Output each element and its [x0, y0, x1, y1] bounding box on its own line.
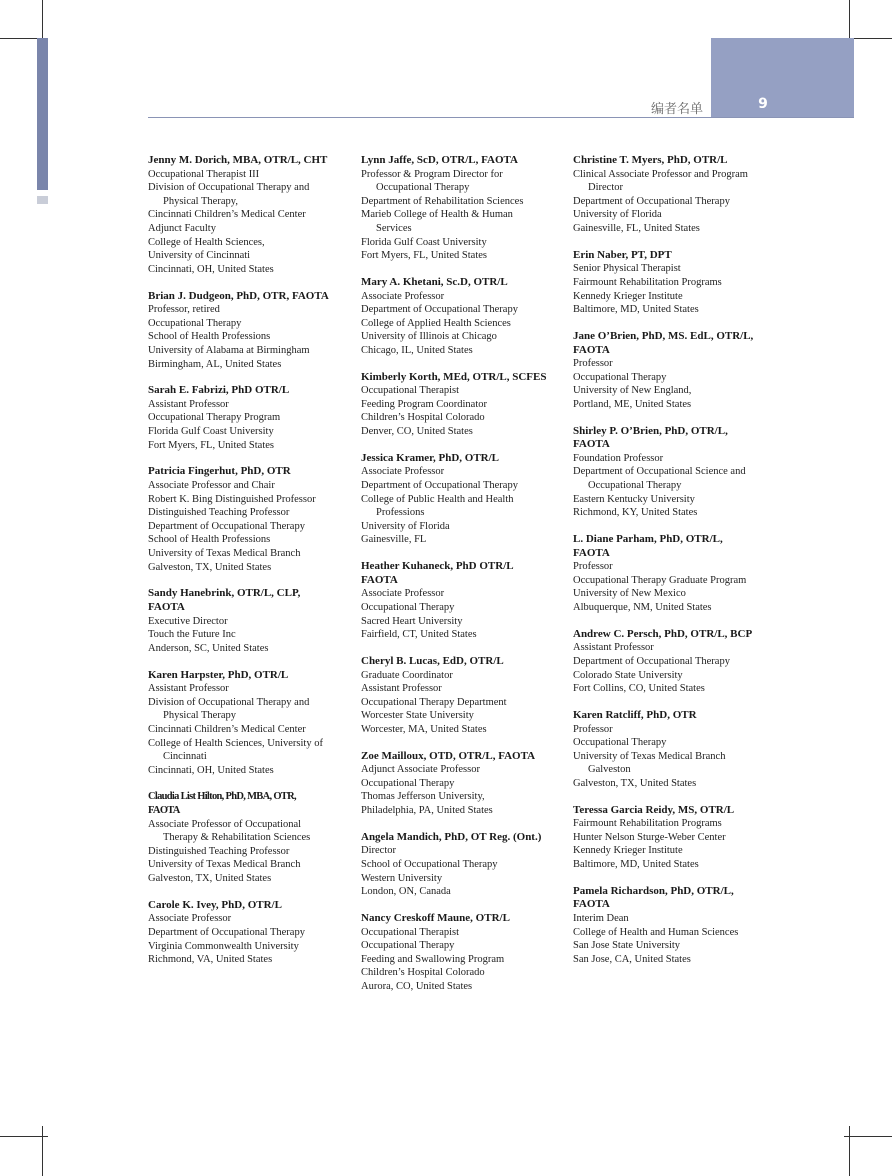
contributor-entry: [573, 249, 773, 317]
contributor-name-line: Jenny M. Dorich, MBA, OTR/L, CHT: [148, 154, 328, 166]
affiliation-line: Gainesville, FL, United States: [573, 222, 700, 234]
affiliation-line: Cincinnati, OH, United States: [148, 764, 274, 776]
affiliation-line: Executive Director: [148, 615, 228, 627]
contributor-name-line: Karen Ratcliff, PhD, OTR: [573, 708, 697, 721]
affiliation-line: Foundation Professor: [573, 452, 664, 464]
affiliation-line: College of Health Sciences,: [148, 236, 265, 248]
sidebar-accent-bar: [37, 38, 48, 190]
affiliation-line: Aurora, CO, United States: [361, 980, 473, 992]
affiliation-line: Clinical Associate Professor and Program: [573, 168, 748, 180]
contributor-entry: [573, 154, 773, 236]
affiliation-line: University of Florida: [361, 520, 450, 532]
contributor-name-line: FAOTA: [573, 343, 610, 356]
affiliation-line: University of Florida: [573, 209, 662, 221]
contributor-name-line: Brian J. Dudgeon, PhD, OTR, FAOTA: [148, 289, 329, 302]
contributor-name-line: Mary A. Khetani, Sc.D, OTR/L: [361, 275, 508, 288]
contributor-entry: [148, 290, 346, 372]
crop-mark: [0, 1136, 48, 1137]
affiliation-line: Senior Physical Therapist: [573, 263, 681, 275]
affiliation-line: Richmond, KY, United States: [573, 507, 698, 519]
affiliation-line: Touch the Future Inc: [148, 629, 236, 641]
affiliation-line: Denver, CO, United States: [361, 426, 473, 438]
affiliation-line: Distinguished Teaching Professor: [148, 507, 290, 519]
contributor-entry: [361, 750, 559, 818]
contributor-name-line: L. Diane Parham, PhD, OTR/L,: [573, 533, 723, 545]
affiliation-line: Director: [588, 182, 623, 194]
affiliation-line: University of Illinois at Chicago: [361, 331, 497, 343]
affiliation-line: Therapy & Rehabilitation Sciences: [163, 832, 311, 844]
contributor-entry: [361, 912, 559, 994]
contributor-name-line: Karen Harpster, PhD, OTR/L: [148, 668, 289, 681]
contributor-name-line: Lynn Jaffe, ScD, OTR/L, FAOTA: [361, 154, 518, 166]
affiliation-line: Occupational Therapy: [573, 737, 667, 749]
contributor-name: [573, 249, 773, 263]
affiliation-line: Colorado State University: [573, 669, 683, 681]
affiliation-line: Services: [376, 222, 412, 234]
affiliation-line: Worcester, MA, United States: [361, 723, 487, 735]
contributor-name: [361, 452, 559, 466]
affiliation-line: Occupational Therapy: [148, 317, 242, 329]
contributor-name-line: Jessica Kramer, PhD, OTR/L: [361, 451, 499, 464]
section-title: 编者名单: [650, 102, 703, 117]
affiliation-line: Albuquerque, NM, United States: [573, 601, 712, 613]
crop-mark: [849, 1126, 850, 1176]
affiliation-line: University of Texas Medical Branch: [148, 548, 301, 559]
affiliation-line: Fort Myers, FL, United States: [361, 250, 487, 262]
affiliation-line: San Jose, CA, United States: [573, 953, 691, 965]
contributor-name: [361, 912, 559, 926]
affiliation-line: Virginia Commonwealth University: [148, 940, 299, 952]
affiliation-line: School of Occupational Therapy: [361, 859, 498, 871]
contributor-name: [573, 330, 773, 357]
contributor-entry: [573, 804, 773, 872]
affiliation-line: Distinguished Teaching Professor: [148, 845, 290, 857]
affiliation-line: Richmond, VA, United States: [148, 954, 273, 966]
affiliation-line: Division of Occupational Therapy and: [148, 696, 310, 708]
contributor-name-line: Andrew C. Persch, PhD, OTR/L, BCP: [573, 627, 753, 640]
header-rule: [148, 117, 854, 118]
contributor-entry: [361, 452, 559, 547]
contributor-name: [148, 290, 346, 304]
affiliation-line: Fairmount Rehabilitation Programs: [573, 818, 722, 830]
contributor-name-line: Zoe Mailloux, OTD, OTR/L, FAOTA: [361, 749, 536, 762]
affiliation-line: University of New England,: [573, 385, 692, 397]
contributor-name: [148, 384, 346, 398]
affiliation-line: Department of Occupational Therapy: [361, 480, 518, 492]
affiliation-line: College of Public Health and Health: [361, 493, 514, 505]
affiliation-line: Occupational Therapy Graduate Program: [573, 574, 747, 586]
affiliation-line: Galveston: [588, 764, 631, 776]
affiliation-line: Feeding Program Coordinator: [361, 398, 487, 410]
contributor-entry: [573, 709, 773, 791]
contributor-name-line: Angela Mandich, PhD, OT Reg. (Ont.): [361, 830, 542, 843]
affiliation-line: Department of Occupational Therapy: [573, 195, 730, 207]
contributor-entry: [573, 533, 773, 615]
contributor-name-line: FAOTA: [361, 573, 398, 586]
contributor-name-line: Heather Kuhaneck, PhD OTR/L: [361, 560, 514, 573]
affiliation-line: Occupational Therapy: [376, 182, 470, 194]
contributor-name-line: FAOTA: [573, 438, 610, 451]
affiliation-line: Florida Gulf Coast University: [361, 236, 487, 248]
affiliation-line: Feeding and Swallowing Program: [361, 953, 505, 965]
contributor-name-line: Cheryl B. Lucas, EdD, OTR/L: [361, 654, 504, 667]
contributor-name: [573, 533, 773, 560]
contributor-name: [148, 154, 346, 168]
affiliation-line: Associate Professor of Occupational: [148, 818, 302, 830]
contributor-name-line: Shirley P. O’Brien, PhD, OTR/L,: [573, 424, 728, 437]
contributor-entry: [361, 276, 559, 358]
contributor-name: [573, 628, 773, 642]
affiliation-line: Occupational Therapy Department: [361, 696, 507, 708]
affiliation-line: Occupational Therapy: [573, 371, 667, 383]
contributor-name: [148, 899, 346, 913]
affiliation-line: Thomas Jefferson University,: [361, 791, 485, 803]
affiliation-line: College of Applied Health Sciences: [361, 317, 511, 329]
affiliation-line: Professions: [376, 507, 425, 519]
contributor-name: [148, 790, 346, 817]
affiliation-line: Galveston, TX, United States: [148, 561, 272, 573]
page-number: 9: [758, 96, 768, 112]
contributor-name-line: Jane O’Brien, PhD, MS. EdL, OTR/L,: [573, 329, 754, 342]
contributor-entry: [148, 587, 346, 655]
affiliation-line: Gainesville, FL: [361, 534, 427, 546]
contributor-entry: [361, 655, 559, 737]
affiliation-line: Associate Professor: [361, 290, 445, 302]
contributor-name-line: FAOTA: [573, 546, 610, 559]
affiliation-line: Division of Occupational Therapy and: [148, 182, 310, 194]
contributor-name-line: Sarah E. Fabrizi, PhD OTR/L: [148, 384, 290, 397]
contributor-name-line: Carole K. Ivey, PhD, OTR/L: [148, 898, 282, 911]
affiliation-line: Occupational Therapy: [588, 480, 682, 492]
contributor-name: [361, 831, 559, 845]
affiliation-line: Kennedy Krieger Institute: [573, 845, 683, 857]
affiliation-line: Associate Professor: [361, 466, 445, 478]
affiliation-line: Sacred Heart University: [361, 615, 463, 627]
affiliation-line: Robert K. Bing Distinguished Professor: [148, 493, 316, 505]
sidebar-accent-small: [37, 196, 48, 204]
contributor-name: [361, 276, 559, 290]
contributor-entry: [573, 330, 773, 412]
affiliation-line: Interim Dean: [573, 913, 629, 924]
affiliation-line: Department of Occupational Therapy: [148, 927, 305, 938]
contributor-entry: [148, 899, 346, 967]
affiliation-line: Baltimore, MD, United States: [573, 304, 699, 316]
affiliation-line: Physical Therapy: [163, 710, 236, 722]
affiliation-line: University of New Mexico: [573, 588, 686, 600]
affiliation-line: University of Cincinnati: [148, 250, 251, 262]
contributor-name: [573, 154, 773, 168]
contributor-entry: [148, 154, 346, 276]
affiliation-line: Birmingham, AL, United States: [148, 358, 282, 370]
affiliation-line: Marieb College of Health & Human: [361, 209, 513, 221]
affiliation-line: Occupational Therapist III: [148, 168, 260, 180]
affiliation-line: Adjunct Faculty: [148, 222, 216, 234]
affiliation-line: Florida Gulf Coast University: [148, 426, 274, 438]
contributor-column-3: [573, 154, 773, 980]
contributor-name: [148, 669, 346, 683]
affiliation-line: Chicago, IL, United States: [361, 344, 473, 356]
contributor-name: [148, 465, 346, 479]
affiliation-line: Worcester State University: [361, 710, 474, 722]
contributor-entry: [361, 154, 559, 263]
contributor-name: [148, 587, 346, 614]
affiliation-line: Department of Occupational Therapy: [148, 520, 305, 532]
affiliation-line: College of Health and Human Sciences: [573, 926, 739, 938]
affiliation-line: Occupational Therapist: [361, 385, 460, 397]
contributor-name: [573, 425, 773, 452]
affiliation-line: Cincinnati, OH, United States: [148, 263, 274, 275]
affiliation-line: Western University: [361, 872, 443, 884]
affiliation-line: San Jose State University: [573, 940, 681, 952]
affiliation-line: Department of Rehabilitation Sciences: [361, 195, 524, 207]
affiliation-line: University of Texas Medical Branch: [148, 859, 301, 871]
contributor-name-line: FAOTA: [148, 805, 180, 817]
affiliation-line: Graduate Coordinator: [361, 669, 453, 681]
affiliation-line: Professor, retired: [148, 304, 220, 316]
contributor-entry: [573, 425, 773, 520]
affiliation-line: Adjunct Associate Professor: [361, 764, 480, 776]
crop-mark: [844, 1136, 892, 1137]
affiliation-line: Baltimore, MD, United States: [573, 859, 699, 871]
contributor-name-line: Patricia Fingerhut, PhD, OTR: [148, 465, 291, 478]
contributor-entry: [573, 628, 773, 696]
affiliation-line: Assistant Professor: [148, 398, 229, 410]
contributor-name-line: Pamela Richardson, PhD, OTR/L,: [573, 884, 734, 897]
contributor-name: [573, 804, 773, 818]
affiliation-line: Professor: [573, 723, 613, 735]
contributor-name-line: Teressa Garcia Reidy, MS, OTR/L: [573, 803, 735, 816]
contributor-name: [573, 885, 773, 912]
affiliation-line: Occupational Therapy Program: [148, 412, 281, 424]
contributor-entry: [148, 790, 346, 885]
affiliation-line: Associate Professor: [148, 913, 232, 925]
affiliation-line: Fort Collins, CO, United States: [573, 683, 705, 695]
affiliation-line: Assistant Professor: [573, 642, 654, 654]
affiliation-line: Fort Myers, FL, United States: [148, 439, 274, 451]
affiliation-line: Portland, ME, United States: [573, 398, 692, 410]
affiliation-line: Cincinnati: [163, 751, 207, 763]
contributor-name-line: Nancy Creskoff Maune, OTR/L: [361, 912, 510, 924]
contributor-name: [361, 655, 559, 669]
affiliation-line: Cincinnati Children’s Medical Center: [148, 723, 306, 735]
affiliation-line: Occupational Therapy: [361, 777, 455, 789]
contributor-entry: [361, 560, 559, 642]
affiliation-line: Professor: [573, 358, 613, 370]
contributor-entry: [573, 885, 773, 967]
affiliation-line: Eastern Kentucky University: [573, 493, 695, 505]
contributor-entry: [148, 465, 346, 574]
affiliation-line: Children’s Hospital Colorado: [361, 967, 485, 979]
contributor-name: [573, 709, 773, 723]
contributor-entry: [361, 831, 559, 899]
contributor-name-line: Christine T. Myers, PhD, OTR/L: [573, 154, 728, 166]
contributor-column-2: [361, 154, 559, 1007]
affiliation-line: Occupational Therapist: [361, 926, 460, 938]
contributor-name: [361, 750, 559, 764]
affiliation-line: Fairfield, CT, United States: [361, 629, 477, 641]
contributor-column-1: [148, 154, 346, 980]
contributor-name: [361, 154, 559, 168]
contributor-name-line: Claudia List Hilton, PhD, MBA, OTR,: [148, 791, 296, 803]
affiliation-line: Galveston, TX, United States: [148, 873, 272, 885]
affiliation-line: Assistant Professor: [148, 683, 229, 695]
affiliation-line: Professor: [573, 561, 613, 573]
contributor-name-line: FAOTA: [573, 898, 610, 911]
affiliation-line: Occupational Therapy: [361, 601, 455, 613]
affiliation-line: Associate Professor and Chair: [148, 480, 275, 492]
affiliation-line: Galveston, TX, United States: [573, 777, 697, 789]
affiliation-line: Assistant Professor: [361, 683, 442, 695]
contributor-name: [361, 371, 559, 385]
affiliation-line: Fairmount Rehabilitation Programs: [573, 276, 722, 288]
crop-mark: [42, 1126, 43, 1176]
affiliation-line: Department of Occupational Therapy: [361, 304, 518, 316]
affiliation-line: London, ON, Canada: [361, 886, 451, 898]
contributor-name: [361, 560, 559, 587]
contributor-name-line: FAOTA: [148, 600, 185, 613]
affiliation-line: Anderson, SC, United States: [148, 642, 269, 654]
affiliation-line: Kennedy Krieger Institute: [573, 290, 683, 302]
affiliation-line: Children’s Hospital Colorado: [361, 412, 485, 424]
contributor-name-line: Sandy Hanebrink, OTR/L, CLP,: [148, 587, 301, 600]
contributor-name-line: Erin Naber, PT, DPT: [573, 248, 672, 261]
affiliation-line: College of Health Sciences, University of: [148, 737, 323, 749]
affiliation-line: Department of Occupational Therapy: [573, 655, 730, 667]
affiliation-line: Physical Therapy,: [163, 195, 238, 207]
contributor-name-line: Kimberly Korth, MEd, OTR/L, SCFES: [361, 370, 547, 383]
contributor-entry: [148, 384, 346, 452]
affiliation-line: Philadelphia, PA, United States: [361, 805, 493, 817]
affiliation-line: Hunter Nelson Sturge-Weber Center: [573, 831, 726, 843]
affiliation-line: Associate Professor: [361, 588, 445, 600]
affiliation-line: Occupational Therapy: [361, 940, 455, 952]
affiliation-line: Professor & Program Director for: [361, 168, 503, 180]
affiliation-line: School of Health Professions: [148, 534, 271, 546]
contributor-entry: [361, 371, 559, 439]
affiliation-line: University of Texas Medical Branch: [573, 750, 726, 762]
affiliation-line: Department of Occupational Science and: [573, 466, 746, 478]
contributor-entry: [148, 669, 346, 778]
affiliation-line: School of Health Professions: [148, 331, 271, 343]
affiliation-line: Cincinnati Children’s Medical Center: [148, 209, 306, 221]
affiliation-line: University of Alabama at Birmingham: [148, 344, 310, 356]
affiliation-line: Director: [361, 845, 396, 857]
